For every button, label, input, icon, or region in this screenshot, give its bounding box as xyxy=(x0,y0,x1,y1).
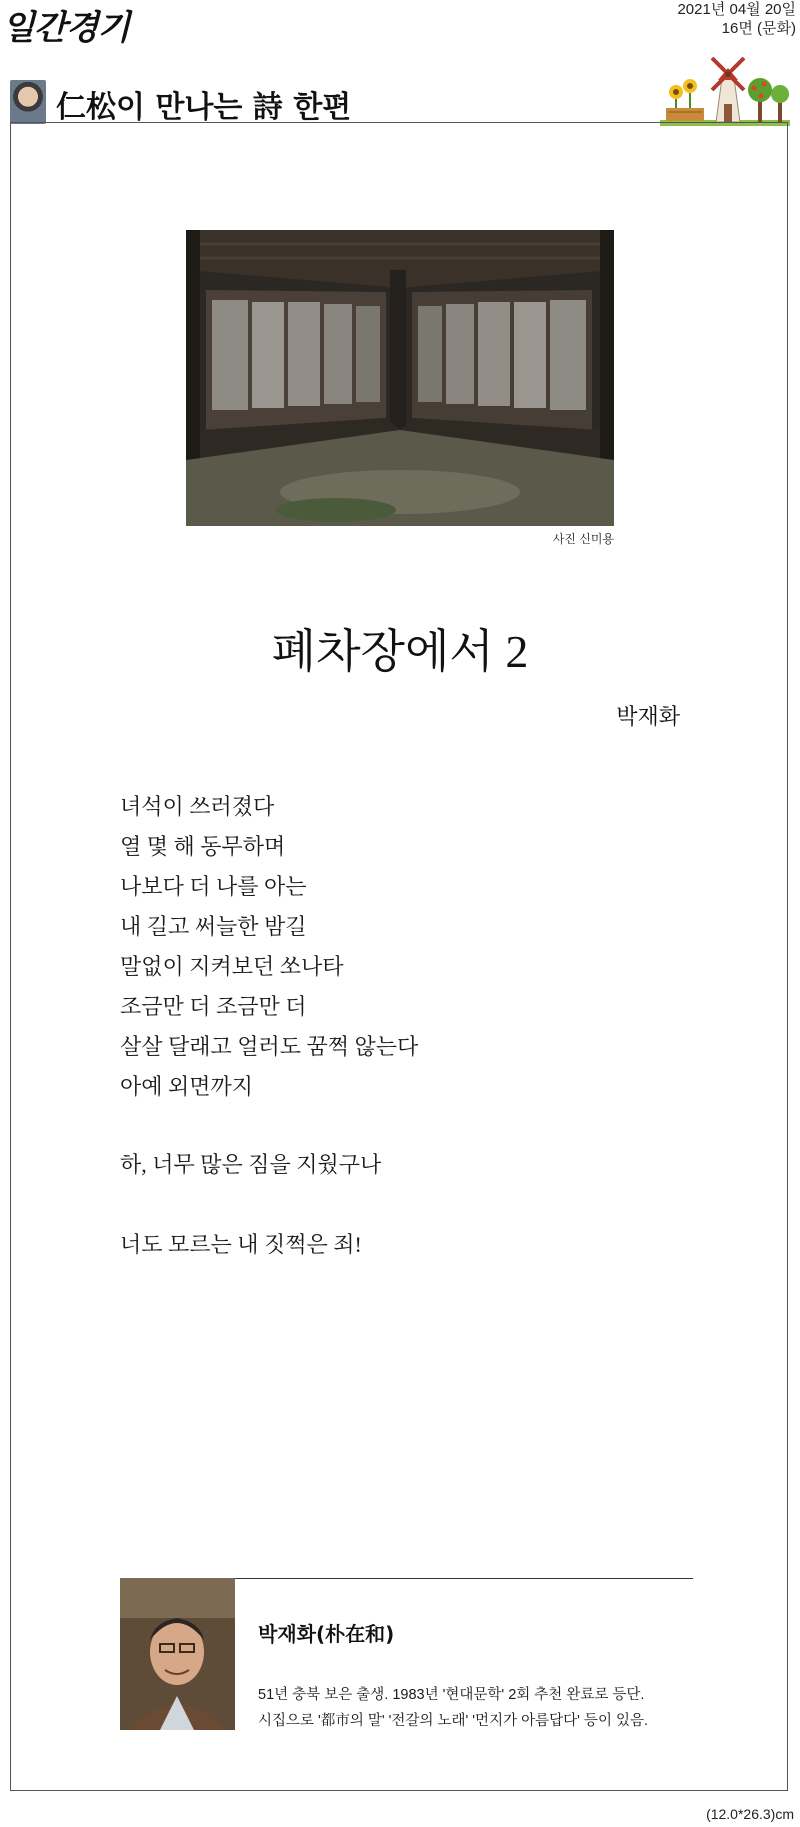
author-bio-name: 박재화(朴在和) xyxy=(258,1622,395,1646)
poem-line: 살살 달래고 얼러도 꿈쩍 않는다 xyxy=(120,1034,419,1059)
poem-line: 너도 모르는 내 짓쩍은 죄! xyxy=(120,1232,362,1257)
hanok-photo xyxy=(186,230,614,526)
author-bio-line: 51년 충북 보은 출생. 1983년 '현대문학' 2회 추천 완료로 등단. xyxy=(258,1687,645,1703)
columnist-avatar xyxy=(10,80,46,124)
poem-line: 녀석이 쓰러졌다 xyxy=(120,794,275,819)
poem-line: 나보다 더 나를 아는 xyxy=(120,874,307,899)
poem-line: 아예 외면까지 xyxy=(120,1074,254,1099)
publication-date: 2021년 04월 20일 xyxy=(677,1,796,18)
windmill-illustration xyxy=(660,52,790,126)
poem-line: 조금만 더 조금만 더 xyxy=(120,994,307,1019)
section-title: 仁松이 만나는 詩 한편 xyxy=(56,90,352,125)
photo-credit: 사진 신미용 xyxy=(552,532,614,546)
poem-title: 폐차장에서 2 xyxy=(271,626,529,677)
author-portrait-illustration xyxy=(120,1578,235,1730)
poem-line: 말없이 지켜보던 쏘나타 xyxy=(120,954,344,979)
author-bio-line: 시집으로 '都市의 말' '전갈의 노래' '먼지가 아름답다' 등이 있음. xyxy=(258,1713,649,1729)
page-section: 16면 (문화) xyxy=(721,20,796,37)
poem-line: 열 몇 해 동무하며 xyxy=(120,834,286,859)
newspaper-masthead: 일간경기 xyxy=(2,8,130,48)
author-portrait xyxy=(120,1578,235,1730)
poem-line: 하, 너무 많은 짐을 지웠구나 xyxy=(120,1152,382,1177)
poem-line: 내 길고 써늘한 밤길 xyxy=(120,914,307,939)
dateline xyxy=(576,0,796,38)
hanok-room-illustration xyxy=(186,230,614,526)
poem-author: 박재화 xyxy=(616,704,680,729)
clipping-size: (12.0*26.3)cm xyxy=(706,1806,794,1822)
